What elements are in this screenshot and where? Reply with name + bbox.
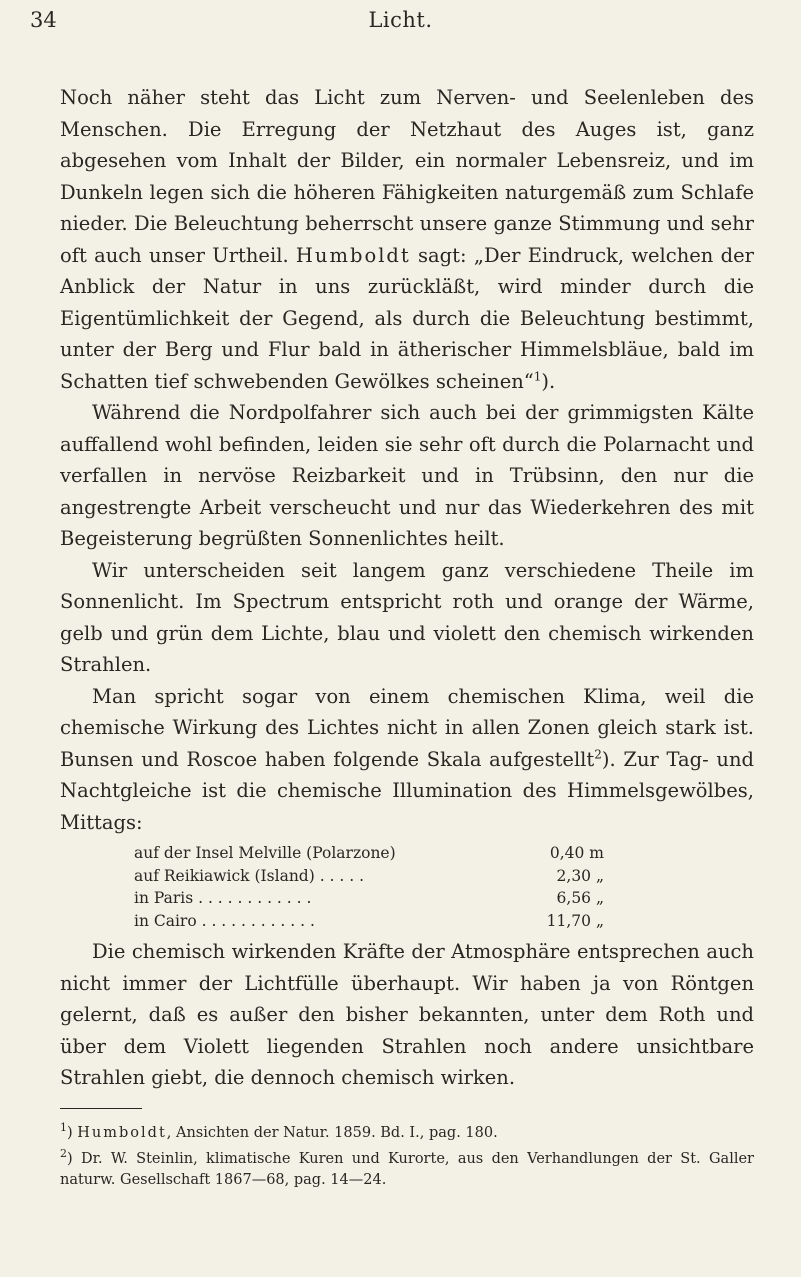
page-header xyxy=(30,8,771,48)
footnote-ref: 1 xyxy=(533,369,542,383)
table-place: in Cairo . . . . . . . . . . . . xyxy=(134,911,315,930)
footnote-divider xyxy=(60,1108,142,1109)
table-value: 6,56 „ xyxy=(556,889,604,907)
paragraph xyxy=(60,82,754,397)
table-place: auf der Insel Melville (Polarzone) xyxy=(134,844,396,862)
table-value: 11,70 „ xyxy=(546,911,604,930)
footnote-ref: 2 xyxy=(594,747,602,761)
paragraph xyxy=(60,681,754,839)
table-row xyxy=(134,910,604,933)
footnote-mark: 1 xyxy=(60,1120,67,1134)
paragraph: Während die Nordpolfahrer sich auch bei der grimmigsten Kälte auffallend wohl befinden, leiden sie sehr oft durch die Polarnacht und verfallen in nervöse Reizbarkeit und in Trübsinn, den nur die angestrengte Arbeit verscheucht und nur das Wiederkehren des mit Begeisterung begrüßten Sonnenlichtes heilt. xyxy=(60,401,754,550)
footnote-mark: 2 xyxy=(60,1147,67,1161)
table-value: 0,40 m xyxy=(549,844,604,862)
footnote-author: Humboldt xyxy=(77,1124,167,1141)
table-place: in Paris . . . . . . . . . . . . xyxy=(134,889,312,907)
footnote-text: , Ansichten der Natur. 1859. Bd. I., pag. 180. xyxy=(166,1124,498,1141)
paragraph-text: ). Zur Tag- und Nachtgleiche ist die chemische Illumination des Himmelsgewölbes, Mittags: xyxy=(60,747,754,834)
table-value: 2,30 „ xyxy=(556,866,604,885)
paragraph-text: sagt: „Der Eindruck, welchen der Anblick der Natur in uns zurückläßt, wird minder durch die Eigentümlichkeit der Gegend, als durch die Beleuchtung bestimmt, unter der Berg und Flur bald in ätherischer Himmelsbläue, bald im Schatten tief schwebenden Gewölkes scheinen“ xyxy=(60,243,754,393)
paragraph-text: Man spricht sogar von einem chemischen Klima, weil die chemische Wirkung des Lichtes nicht in allen Zonen gleich stark ist. Bunsen und Roscoe haben folgende Skala aufgestellt xyxy=(60,684,754,771)
table-row xyxy=(134,865,604,888)
footnote: $^2$) Dr. W. Steinlin, klimatische Kuren und Kurorte, aus den Verhandlungen der St. Galler naturw. Gesellschaft 1867—68, pag. 14—24. xyxy=(60,1147,754,1189)
paragraph-text: ). xyxy=(541,369,556,393)
author-name: Humboldt xyxy=(295,243,411,267)
footnote-text: Dr. W. Steinlin, klimatische Kuren und Kurorte, aus den Verhandlungen der St. Galler naturw. Gesellschaft 1867—68, pag. 14—24. xyxy=(60,1151,754,1189)
table-place: auf Reikiawick (Island) . . . . . xyxy=(134,866,365,885)
running-head: Licht. xyxy=(368,8,433,32)
paragraph: Wir unterscheiden seit langem ganz verschiedene Theile im Sonnenlicht. Im Spectrum entspricht roth und orange der Wärme, gelb und grün dem Lichte, blau und violett den chemisch wirkenden Strahlen. xyxy=(60,558,754,676)
footnote: $^1$) Humboldt, Ansichten der Natur. 1859. Bd. I., pag. 180. xyxy=(60,1120,498,1141)
illumination-table xyxy=(134,842,604,932)
table-row xyxy=(134,887,604,910)
body-text xyxy=(60,82,754,1191)
paragraph: Die chemisch wirkenden Kräfte der Atmosphäre entsprechen auch nicht immer der Lichtfülle überhaupt. Wir haben ja von Röntgen gelernt, daß es außer den bisher bekannten, unter dem Roth und über dem Violett liegenden Strahlen noch andere unsichtbare Strahlen giebt, die dennoch chemisch wirken. xyxy=(60,940,754,1089)
table-row xyxy=(134,842,604,865)
paragraph-text: Noch näher steht das Licht zum Nerven- und Seelenleben des Menschen. Die Erregung der Netzhaut des Auges ist, ganz abgesehen vom Inhalt der Bilder, ein normaler Lebensreiz, und im Dunkeln legen sich die höheren Fähigkeiten naturgemäß zum Schlafe nieder. Die Beleuchtung beherrscht unsere ganze Stimmung und sehr oft auch unser Urtheil. xyxy=(60,86,754,267)
page-number: 34 xyxy=(30,8,57,32)
